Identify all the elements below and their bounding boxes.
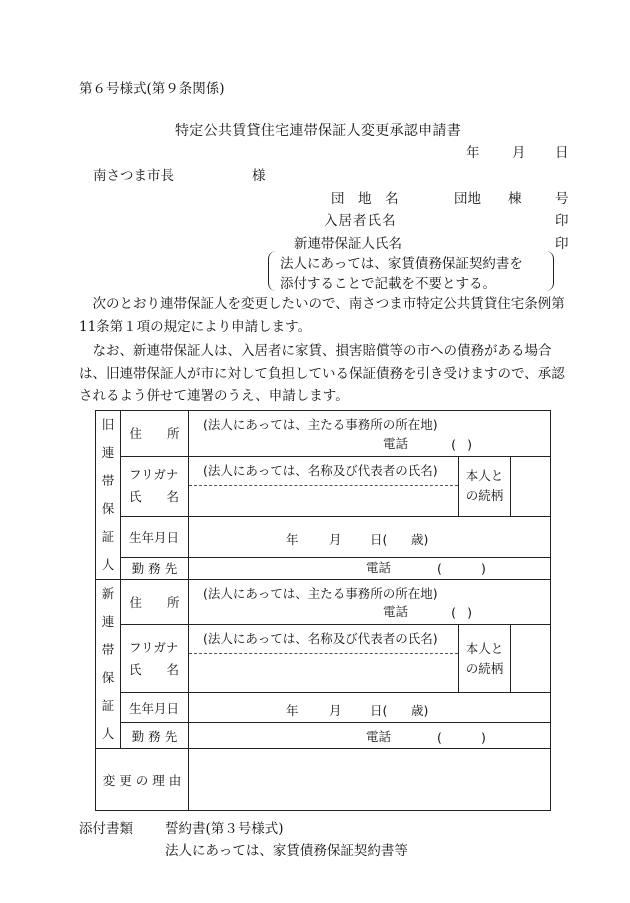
old-birth-field[interactable]: 年 月 日( 歳) — [189, 517, 551, 557]
form-number: 第６号様式(第９条関係) — [79, 81, 225, 97]
new-work-label: 勤 務 先 — [121, 723, 189, 749]
unit-label: 号 — [555, 191, 569, 207]
old-address-paren-close: ) — [467, 436, 473, 452]
addressee-name: 南さつま市長 — [93, 168, 174, 184]
old-address-note: (法人にあっては、主たる事務所の所在地) — [203, 417, 438, 432]
new-relation-field[interactable] — [511, 625, 551, 693]
complex-name-label: 団 地 名 — [331, 191, 399, 207]
body-paragraph-1: 次のとおり連帯保証人を変更したいので、南さつま市特定公共賃貸住宅条例第11条第１項の規定により申請します。 — [79, 296, 565, 335]
attachments-label: 添付書類 — [79, 821, 133, 837]
old-work-label: 勤 務 先 — [121, 557, 189, 579]
resident-name-label: 入居者氏名 — [324, 213, 397, 229]
new-furigana-divider — [189, 653, 458, 654]
addressee-honorific: 様 — [252, 168, 266, 184]
new-address-note: (法人にあっては、主たる事務所の所在地) — [203, 586, 438, 601]
old-work-field[interactable]: 電話 ( ) — [189, 557, 551, 579]
new-birth-field[interactable]: 年 月 日( 歳) — [189, 693, 551, 723]
old-name-label: フリガナ 氏 名 — [121, 456, 189, 517]
guarantor-table — [95, 410, 551, 811]
date-year: 年 — [466, 145, 480, 161]
bracket-note-line2: 添付することで記載を不要とする。 — [280, 276, 496, 292]
new-guarantor-name-label: 新連帯保証人氏名 — [294, 236, 402, 252]
date-month: 月 — [512, 145, 526, 161]
old-address-label: 住 所 — [121, 411, 189, 457]
bracket-note-line1: 法人にあっては、家賃債務保証契約書を — [280, 256, 523, 272]
old-birth-label: 生年月日 — [121, 517, 189, 557]
old-guarantor-label: 旧 連 帯 保 証 人 — [96, 411, 121, 580]
new-address-field[interactable]: (法人にあっては、主たる事務所の所在地) 電話 ( ) — [189, 580, 551, 625]
new-guarantor-seal: 印 — [555, 236, 569, 252]
old-name-note: (法人にあっては、名称及び代表者の氏名) — [203, 462, 438, 478]
old-relation-field[interactable] — [511, 456, 551, 517]
old-furigana-divider — [189, 485, 458, 486]
old-address-field[interactable] — [189, 411, 551, 457]
new-name-note: (法人にあっては、名称及び代表者の氏名) — [203, 631, 438, 646]
body-paragraph-2: なお、新連帯保証人は、入居者に家賃、損害賠償等の市への債務がある場合は、旧連帯保証人が市に対して負担している保証債務を引き受けますので、承認されるよう併せて連署のうえ、申請します。 — [79, 343, 565, 404]
new-address-phone: 電話 — [383, 604, 409, 619]
resident-seal: 印 — [555, 213, 569, 229]
complex-suffix: 団地 — [454, 191, 481, 207]
change-reason-field[interactable] — [189, 749, 551, 811]
old-relation-label: 本人と の続柄 — [459, 456, 511, 517]
new-work-field[interactable]: 電話 ( ) — [189, 723, 551, 749]
change-reason-label: 変 更 の 理 由 — [96, 749, 189, 811]
page-title: 特定公共賃貸住宅連帯保証人変更承認申請書 — [175, 123, 461, 139]
old-address-phone: 電話 — [383, 435, 409, 451]
new-birth-label: 生年月日 — [121, 693, 189, 723]
building-label: 棟 — [508, 191, 522, 207]
old-name-field[interactable] — [189, 456, 459, 517]
new-name-field[interactable] — [189, 625, 459, 693]
new-relation-label: 本人と の続柄 — [459, 625, 511, 693]
new-guarantor-label: 新 連 帯 保 証 人 — [96, 580, 121, 749]
new-address-label: 住 所 — [121, 580, 189, 625]
new-name-label: フリガナ 氏 名 — [121, 625, 189, 693]
attachment-item-1: 誓約書(第３号様式) — [165, 821, 284, 837]
attachment-item-2: 法人にあっては、家賃債務保証契約書等 — [165, 843, 408, 859]
date-day: 日 — [555, 145, 569, 161]
old-address-paren-open: ( — [451, 436, 457, 452]
